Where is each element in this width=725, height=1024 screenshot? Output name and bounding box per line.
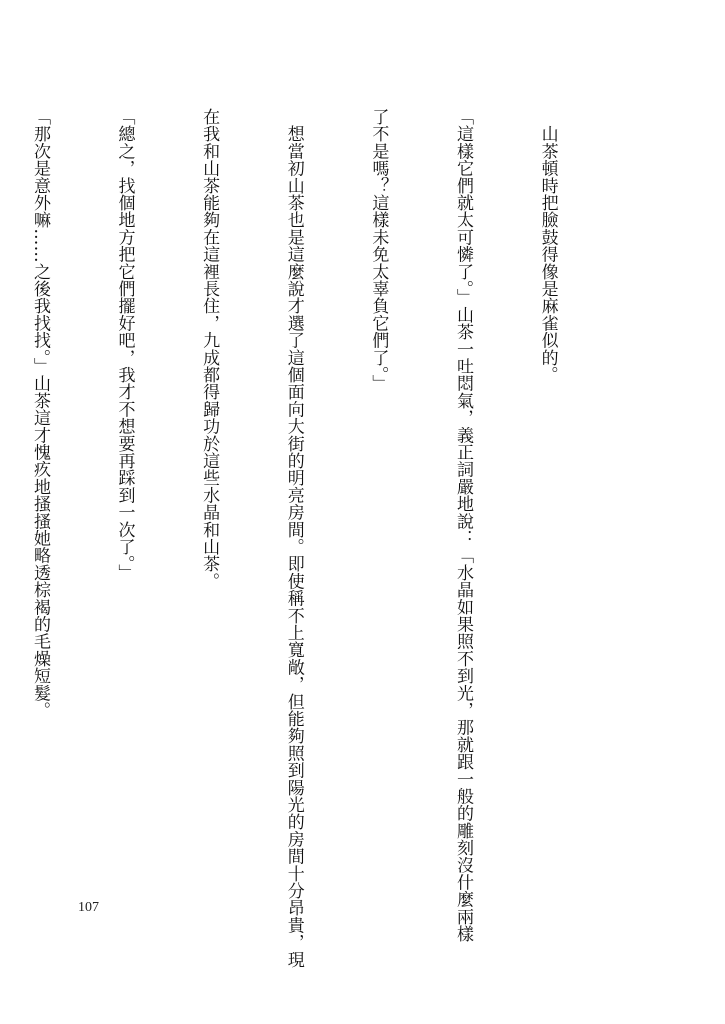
text-line: 了不是嗎？這樣未免太辜負它們了。」 xyxy=(368,108,389,392)
text-line: 「那次是意外嘛……之後我找找。」山茶這才愧疚地搔搔她略透棕褐的毛燥短髮。 xyxy=(29,108,50,719)
text-line: 「總之，找個地方把它們擺好吧，我才不想要再踩到一次了。」 xyxy=(114,108,135,582)
text-line: 想當初山茶也是這麼說才選了這個面向大街的明亮房間。即使稱不上寬敞，但能夠照到陽光的房間十分昂貴，現 xyxy=(283,108,304,968)
text-line: 「這樣它們就太可憐了。」山茶一吐悶氣，義正詞嚴地說：「水晶如果照不到光，那就跟一般的雕刻沒什麼兩樣 xyxy=(452,108,473,943)
text-line: 在我和山茶能夠在這裡長住，九成都得歸功於這些水晶和山茶。 xyxy=(199,108,220,590)
page-number: 107 xyxy=(78,900,99,915)
text-line: 山茶頓時把臉鼓得像是麻雀似的。 xyxy=(537,108,558,384)
